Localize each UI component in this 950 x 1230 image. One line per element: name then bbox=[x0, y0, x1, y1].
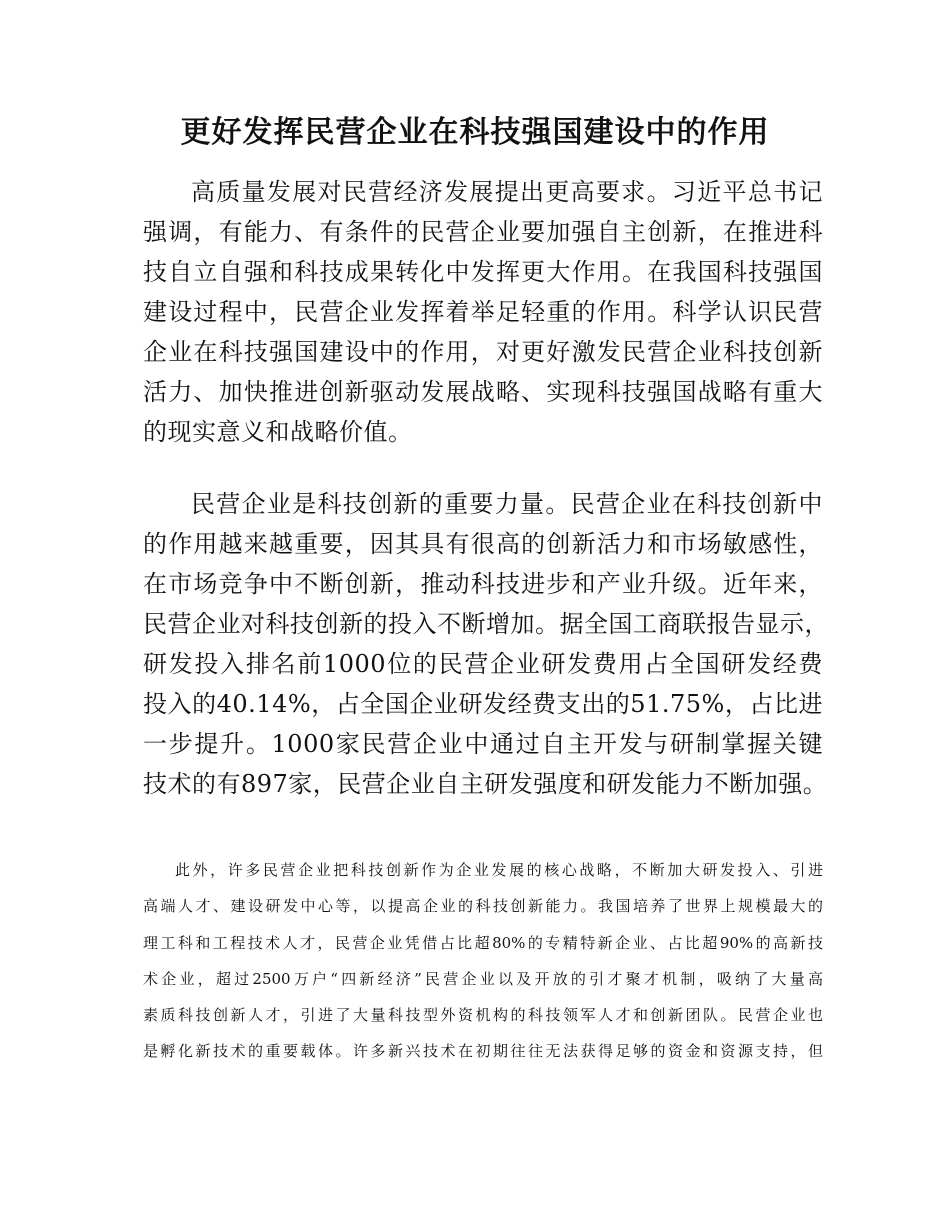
paragraph-line: 建设过程中，民营企业发挥着举足轻重的作用。科学认识民营 bbox=[143, 298, 823, 326]
paragraph-innovation-force bbox=[143, 484, 829, 804]
paragraph-line: 民营企业对科技创新的投入不断增加。据全国工商联报告显示， bbox=[143, 610, 829, 638]
paragraph-line: 活力、加快推进创新驱动发展战略、实现科技强国战略有重大 bbox=[143, 378, 823, 406]
paragraph-line: 强调，有能力、有条件的民营企业要加强自主创新，在推进科 bbox=[143, 218, 823, 246]
paragraph-line: 投入的40.14%，占全国企业研发经费支出的51.75%，占比进 bbox=[143, 690, 823, 718]
paragraph-line: 研发投入排名前1000位的民营企业研发费用占全国研发经费 bbox=[143, 650, 823, 678]
paragraph-line: 的现实意义和战略价值。 bbox=[143, 418, 413, 446]
paragraph-line: 理工科和工程技术人才，民营企业凭借占比超80%的专精特新企业、占比超90%的高新技 bbox=[143, 933, 823, 952]
paragraph-line: 技自立自强和科技成果转化中发挥更大作用。在我国科技强国 bbox=[143, 258, 823, 286]
document-title: 更好发挥民营企业在科技强国建设中的作用 bbox=[180, 115, 770, 150]
paragraph-line: 技术的有897家，民营企业自主研发强度和研发能力不断加强。 bbox=[143, 770, 828, 798]
paragraph-talent-incubation bbox=[143, 852, 823, 1070]
paragraph-line: 的作用越来越重要，因其具有很高的创新活力和市场敏感性， bbox=[143, 530, 823, 558]
paragraph-line: 是孵化新技术的重要载体。许多新兴技术在初期往往无法获得足够的资金和资源支持，但 bbox=[143, 1042, 823, 1061]
paragraph-line: 素质科技创新人才，引进了大量科技型外资机构的科技领军人才和创新团队。民营企业也 bbox=[143, 1006, 823, 1025]
paragraph-line: 一步提升。1000家民营企业中通过自主开发与研制掌握关键 bbox=[143, 730, 823, 758]
paragraph-intro bbox=[143, 172, 823, 452]
paragraph-line: 术企业，超过2500万户“四新经济”民营企业以及开放的引才聚才机制，吸纳了大量高 bbox=[143, 969, 823, 988]
paragraph-line: 企业在科技强国建设中的作用，对更好激发民营企业科技创新 bbox=[143, 338, 823, 366]
paragraph-line: 民营企业是科技创新的重要力量。民营企业在科技创新中 bbox=[191, 490, 823, 518]
paragraph-line: 高端人才、建设研发中心等，以提高企业的科技创新能力。我国培养了世界上规模最大的 bbox=[143, 897, 823, 916]
paragraph-line: 在市场竞争中不断创新，推动科技进步和产业升级。近年来， bbox=[143, 570, 823, 598]
paragraph-line: 高质量发展对民营经济发展提出更高要求。习近平总书记 bbox=[191, 178, 823, 206]
paragraph-line: 此外，许多民营企业把科技创新作为企业发展的核心战略，不断加大研发投入、引进 bbox=[175, 861, 823, 879]
